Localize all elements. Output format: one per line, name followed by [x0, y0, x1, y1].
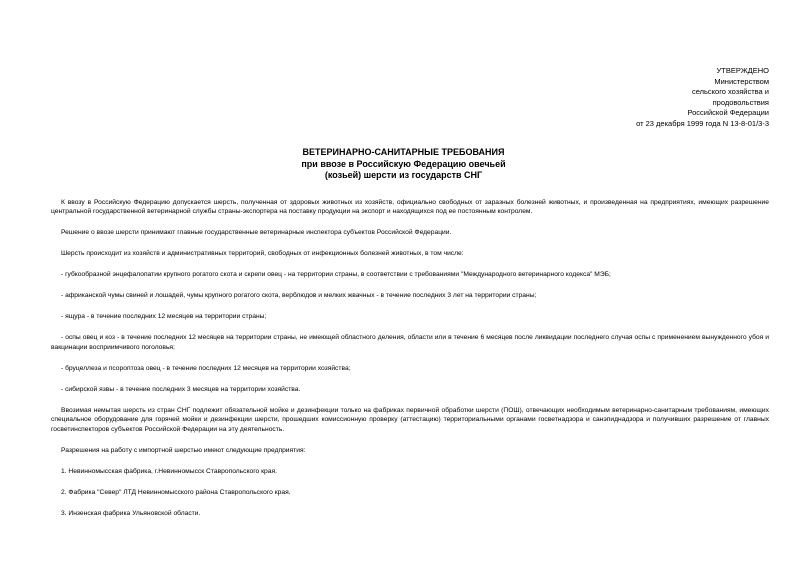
- approval-line-date: от 23 декабря 1999 года N 13-8-01/3-3: [636, 118, 769, 128]
- list-item-african-plague: - африканской чумы свиней и лошадей, чумы крупного рогатого скота, верблюдов и мелких жвачных - в течение последних 3 лет на территории страны;: [61, 292, 537, 300]
- list-item-bse-scrapie: - губкообразной энцефалопатии крупного рогатого скота и скрепи овец - на территории страны, в соответствии с требованиями "Международного ветеринарного кодекса" МЭБ;: [61, 271, 611, 279]
- title-line-2: при ввозе в Российскую Федерацию овечьей: [301, 158, 506, 169]
- enterprise-item-3: 3. Инзенская фабрика Ульяновской области.: [61, 509, 201, 517]
- paragraph-decision: Решение о ввозе шерсти принимают главные государственные ветеринарные инспектора субъектов Российской Федерации.: [61, 229, 452, 237]
- enterprise-item-1: 1. Невинномысская фабрика, г.Невинномысск Ставропольского края.: [61, 467, 277, 475]
- approval-line-approved: УТВЕРЖДЕНО: [716, 66, 769, 75]
- paragraph-washing: Ввозимая немытая шерсть из стран СНГ подлежит обязательной мойке и дезинфекции только на фабриках первичной обработки шерсти (ПОШ), отвечающих необходимым ветеринарно-санитарным требованиям, имеющих специальное оборудование для горячей мойки и дезинфекции шерсти, прошедших комиссионную проверку (аттестацию) территориальными органами госветнадзора и санэпиднадзора и получивших разрешение от главных госветинспекторов субъектов Российской Федерации на эту деятельность.: [51, 406, 769, 433]
- title-line-1: ВЕТЕРИНАРНО-САНИТАРНЫЕ ТРЕБОВАНИЯ: [302, 147, 505, 157]
- approval-line-agriculture: сельского хозяйства и: [691, 87, 769, 96]
- approval-stamp: [636, 66, 769, 129]
- approval-line-food: продовольствия: [712, 97, 769, 107]
- paragraph-origin: Шерсть происходит из хозяйств и административных территорий, свободных от инфекционных болезней животных, в том числе:: [61, 250, 464, 258]
- document-title: [0, 147, 807, 182]
- title-line-3: (козьей) шерсти из государств СНГ: [324, 170, 483, 180]
- paragraph-permits: Разрешения на работу с импортной шерстью имеют следующие предприятия:: [61, 446, 306, 454]
- paragraph-import-conditions: К ввозу в Российскую Федерацию допускается шерсть, полученная от здоровых животных из хозяйств, официально свободных от заразных болезней животных, и произведенная на предприятиях, имеющих разрешение центральной государственной ветеринарной службы страны-экспортера на поставку продукции на экспорт и находящихся под ее постоянным контролем.: [51, 199, 769, 216]
- list-item-sheep-pox: - оспы овец и коз - в течение последних 12 месяцев на территории страны, не имеющей областного деления, области или в течение 6 месяцев после ликвидации последнего случая оспы с применением вынужденного убоя и вакцинации восприимчивого поголовья;: [51, 334, 769, 351]
- list-item-anthrax: - сибирской язвы - в течение последних 3 месяцев на территории хозяйства.: [61, 385, 301, 393]
- approval-line-federation: Российской Федерации: [687, 108, 769, 117]
- list-item-brucellosis: - бруцеллеза и псороптоза овец - в течение последних 12 месяцев на территории хозяйства;: [61, 364, 351, 372]
- document-body: [51, 198, 769, 530]
- approval-line-ministry: Министерством: [714, 76, 769, 86]
- enterprise-item-2: 2. Фабрика "Север" ЛТД Невинномысского района Ставропольского края.: [61, 488, 291, 496]
- list-item-fmd: - ящура - в течение последних 12 месяцев на территории страны;: [61, 313, 267, 321]
